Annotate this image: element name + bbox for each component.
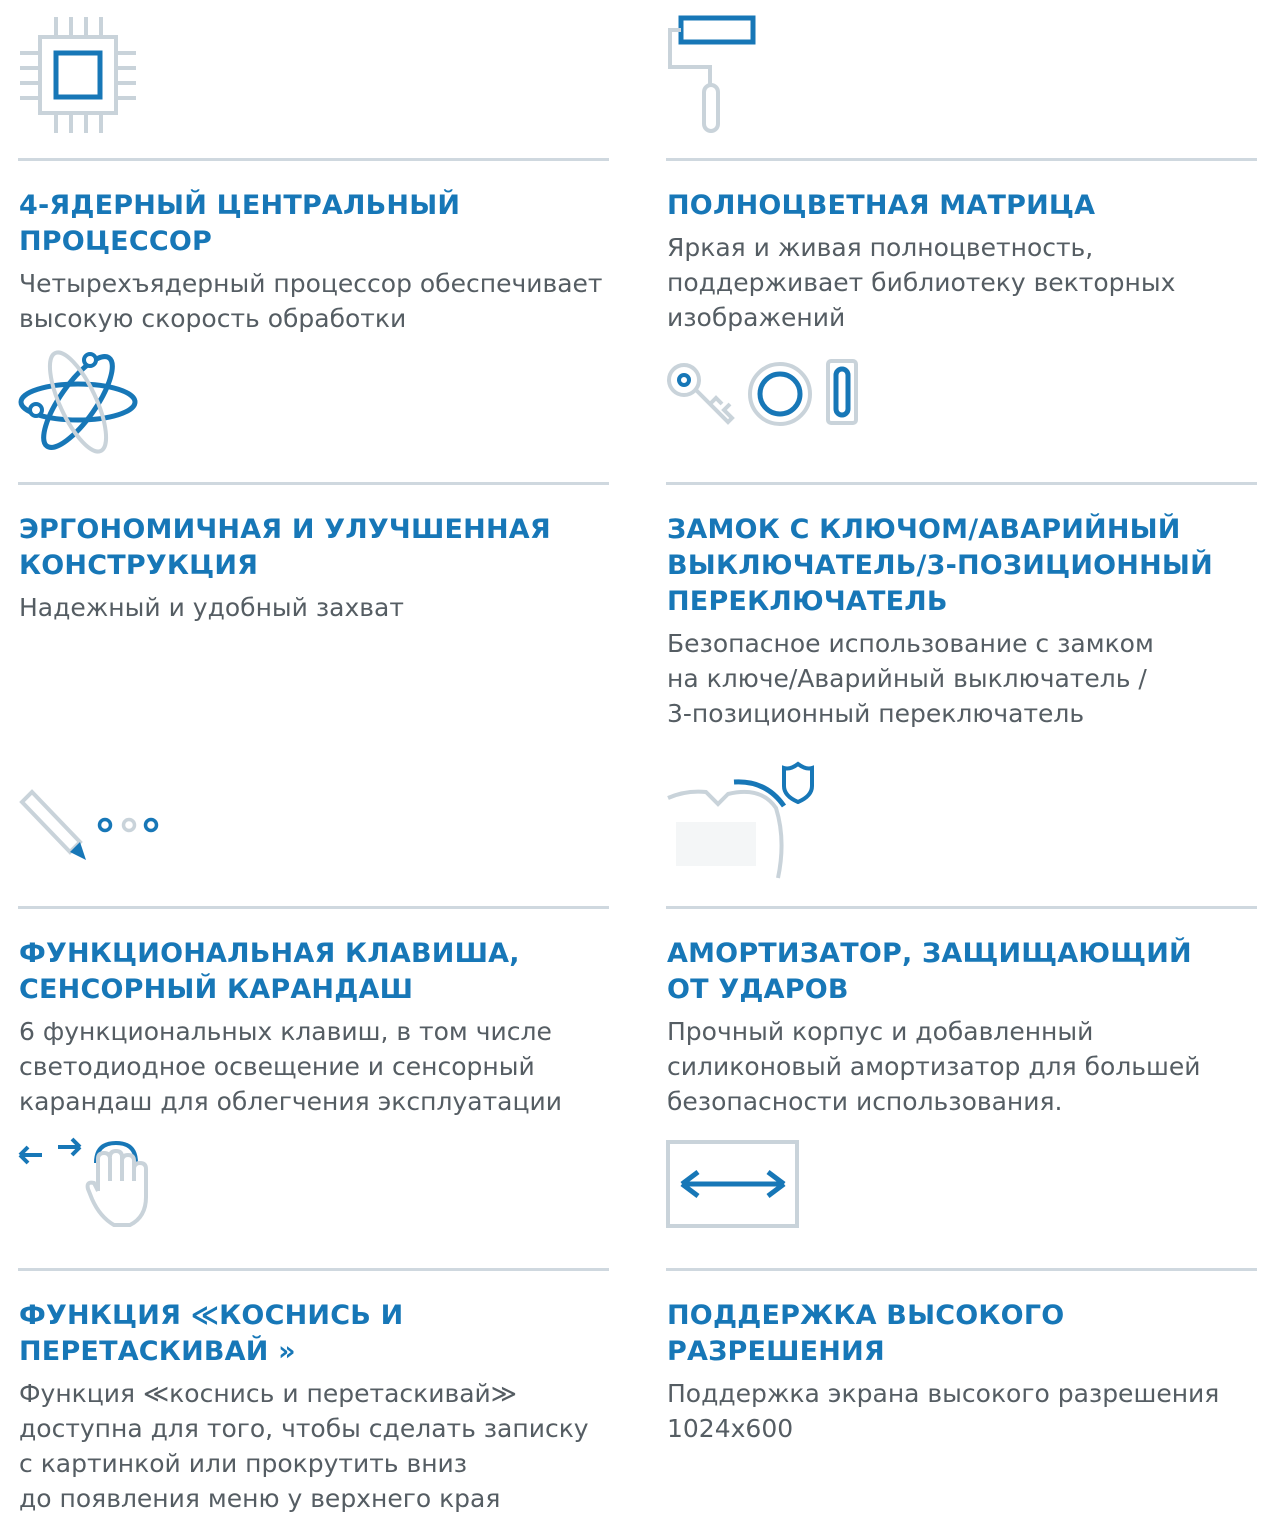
cpu-icon xyxy=(18,15,138,139)
divider xyxy=(666,906,1257,909)
feature-description: Функция ≪коснись и перетаскивай≫ доступна для того, чтобы сделать записку с картинкой или прокрутить вниз до появления меню у верхнего края xyxy=(19,1379,589,1513)
feature-description: Надежный и удобный захват xyxy=(19,593,404,622)
paint-roller-icon xyxy=(666,15,766,139)
divider xyxy=(666,482,1257,485)
feature-title: 4-ЯДЕРНЫЙ ЦЕНТРАЛЬНЫЙ ПРОЦЕССОР xyxy=(19,190,461,257)
feature-shock-absorber xyxy=(667,936,1267,1119)
feature-description: Четырехъядерный процессор обеспечивает высокую скорость обработки xyxy=(19,269,603,333)
feature-title: АМОРТИЗАТОР, ЗАЩИЩАЮЩИЙ ОТ УДАРОВ xyxy=(667,938,1192,1005)
feature-quad-core-cpu xyxy=(19,188,619,336)
feature-description: Яркая и живая полноцветность, поддерживает библиотеку векторных изображений xyxy=(667,233,1176,332)
feature-title: ФУНКЦИОНАЛЬНАЯ КЛАВИША, СЕНСОРНЫЙ КАРАНДАШ xyxy=(19,938,520,1005)
feature-title: ФУНКЦИЯ ≪КОСНИСЬ И ПЕРЕТАСКИВАЙ » xyxy=(19,1300,404,1367)
feature-description: 6 функциональных клавиш, в том числе светодиодное освещение и сенсорный карандаш для облегчения эксплуатации xyxy=(19,1017,562,1116)
feature-title: ПОДДЕРЖКА ВЫСОКОГО РАЗРЕШЕНИЯ xyxy=(667,1300,1065,1367)
feature-function-keys-stylus xyxy=(19,936,619,1119)
divider xyxy=(18,482,609,485)
atom-icon xyxy=(18,348,138,462)
feature-description: Поддержка экрана высокого разрешения 1024x600 xyxy=(667,1379,1220,1443)
resolution-icon xyxy=(666,1140,801,1234)
pencil-icon xyxy=(18,790,168,869)
key-switch-icon xyxy=(666,358,866,437)
feature-full-color-matrix xyxy=(667,188,1267,335)
feature-description: Безопасное использование с замком на ключе/Аварийный выключатель / 3-позиционный переключатель xyxy=(667,629,1154,728)
feature-ergonomic-design xyxy=(19,512,619,625)
drag-hand-icon xyxy=(18,1135,158,1234)
feature-key-lock-switch xyxy=(667,512,1267,731)
feature-high-resolution xyxy=(667,1298,1267,1446)
feature-description: Прочный корпус и добавленный силиконовый амортизатор для большей безопасности использования. xyxy=(667,1017,1201,1116)
divider xyxy=(666,1268,1257,1271)
feature-touch-and-drag xyxy=(19,1298,619,1516)
feature-title: ЭРГОНОМИЧНАЯ И УЛУЧШЕННАЯ КОНСТРУКЦИЯ xyxy=(19,514,551,581)
divider xyxy=(666,158,1257,161)
feature-title: ЗАМОК С КЛЮЧОМ/АВАРИЙНЫЙ ВЫКЛЮЧАТЕЛЬ/3-ПОЗИЦИОННЫЙ ПЕРЕКЛЮЧАТЕЛЬ xyxy=(667,514,1213,617)
divider xyxy=(18,906,609,909)
divider xyxy=(18,158,609,161)
feature-title: ПОЛНОЦВЕТНАЯ МАТРИЦА xyxy=(667,190,1096,221)
divider xyxy=(18,1268,609,1271)
shield-bumper-icon xyxy=(666,760,826,884)
